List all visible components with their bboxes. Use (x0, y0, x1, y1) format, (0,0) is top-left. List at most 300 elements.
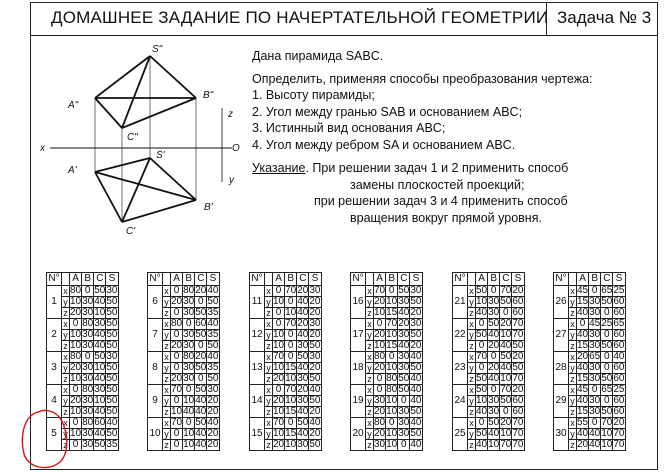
value-cell: 50 (106, 428, 118, 439)
value-cell: 30 (589, 307, 601, 318)
value-cell: 70 (476, 351, 488, 362)
value-cell: 50 (601, 373, 613, 384)
axis-cell: x (570, 385, 575, 395)
variant-number: 14 (250, 385, 265, 418)
statement-item: 2. Угол между гранью SAB и основанием ABC; (252, 104, 523, 119)
axis-cell: z (469, 374, 474, 384)
value-cell: 10 (70, 296, 82, 307)
value-cell: 10 (386, 395, 398, 406)
variants-table (452, 272, 525, 451)
value-cell: 10 (70, 340, 82, 351)
value-cell: 50 (195, 362, 207, 373)
header-cell-s: S (410, 273, 422, 286)
value-cell: 10 (183, 439, 195, 450)
value-cell: 0 (398, 440, 410, 451)
table-row (351, 385, 423, 396)
value-cell: 0 (386, 286, 398, 297)
value-cell: 40 (476, 439, 488, 450)
value-cell: 0 (601, 352, 613, 363)
value-cell: 0 (488, 385, 500, 396)
value-cell: 50 (476, 329, 488, 340)
header-cell-c: C (195, 273, 207, 286)
axis-cell: z (570, 407, 575, 417)
value-cell: 0 (285, 341, 297, 352)
value-cell: 0 (374, 319, 386, 330)
value-cell: 30 (82, 373, 94, 384)
axis-cell: y (266, 363, 271, 373)
axis-cell: z (570, 341, 575, 351)
value-cell: 40 (500, 362, 512, 373)
axis-cell: y (164, 330, 169, 340)
value-cell: 40 (476, 406, 488, 417)
table-row (47, 352, 119, 363)
value-cell: 20 (374, 428, 386, 439)
value-cell: 80 (374, 417, 386, 428)
value-cell: 50 (512, 362, 524, 373)
value-cell: 40 (297, 329, 309, 340)
value-cell: 15 (577, 373, 589, 384)
axis-cell: z (266, 440, 271, 450)
variant-number: 24 (453, 385, 468, 418)
value-cell: 30 (183, 340, 195, 351)
value-cell: 20 (309, 406, 321, 417)
value-cell: 50 (195, 307, 207, 318)
value-cell: 20 (613, 417, 625, 428)
value-cell: 15 (577, 340, 589, 351)
value-cell: 20 (512, 351, 524, 362)
value-cell: 25 (613, 285, 625, 296)
value-cell: 50 (309, 395, 321, 406)
table-row (351, 319, 423, 330)
value-cell: 80 (70, 285, 82, 296)
value-cell: 0 (488, 352, 500, 363)
value-cell: 30 (106, 285, 118, 296)
axis-cell: x (266, 385, 271, 395)
header-cell-axis (163, 273, 171, 286)
value-cell: 70 (512, 373, 524, 384)
value-cell: 50 (94, 439, 106, 450)
variant-number: 26 (554, 286, 569, 319)
label-a1: A' (68, 165, 77, 176)
value-cell: 10 (285, 373, 297, 384)
value-cell: 70 (285, 285, 297, 296)
axis-cell: z (266, 407, 271, 417)
value-cell: 40 (207, 318, 219, 329)
value-cell: 45 (577, 384, 589, 395)
value-cell: 0 (273, 319, 285, 330)
value-cell: 30 (589, 406, 601, 417)
statement-item: 3. Истинный вид основания ABC; (252, 121, 446, 135)
value-cell: 35 (207, 362, 219, 373)
value-cell: 50 (106, 296, 118, 307)
axis-cell: z (164, 440, 169, 450)
axis-cell: y (266, 297, 271, 307)
value-cell: 55 (577, 417, 589, 428)
header-cell-axis (265, 273, 273, 286)
value-cell: 80 (171, 318, 183, 329)
axis-cell: y (570, 363, 575, 373)
header-cell-b: B (183, 273, 195, 286)
value-cell: 0 (601, 363, 613, 374)
value-cell: 10 (273, 296, 285, 307)
value-cell: 70 (386, 318, 398, 329)
value-cell: 20 (70, 362, 82, 373)
axis-cell: y (570, 297, 575, 307)
value-cell: 50 (410, 329, 422, 340)
value-cell: 30 (488, 296, 500, 307)
header-cell-n: N° (555, 273, 567, 284)
table-row (148, 319, 220, 330)
value-cell: 15 (285, 428, 297, 439)
axis-cell: z (164, 341, 169, 351)
value-cell: 15 (386, 307, 398, 318)
axis-cell: y (63, 429, 68, 439)
value-cell: 30 (94, 318, 106, 329)
value-cell: 0 (285, 352, 297, 363)
table-row (250, 385, 322, 396)
value-cell: 30 (398, 406, 410, 417)
value-cell: 15 (285, 406, 297, 417)
table-row (47, 319, 119, 330)
label-a2: A" (68, 100, 79, 111)
header-cell-c: C (398, 273, 410, 286)
value-cell: 30 (410, 318, 422, 329)
header-cell-s: S (106, 273, 118, 286)
value-cell: 30 (297, 373, 309, 384)
value-cell: 50 (309, 439, 321, 450)
table-row (47, 385, 119, 396)
value-cell: 20 (297, 384, 309, 395)
value-cell: 20 (207, 395, 219, 406)
value-cell: 20 (410, 340, 422, 351)
axis-cell: z (367, 374, 372, 384)
table-row (250, 286, 322, 297)
table-row (453, 352, 525, 363)
value-cell: 30 (82, 439, 94, 450)
header-cell-s: S (207, 273, 219, 286)
axis-cell: y (164, 363, 169, 373)
value-cell: 60 (512, 307, 524, 318)
variant-number: 13 (250, 352, 265, 385)
header-cell-c: C (94, 273, 106, 286)
hint-label: Указание (252, 161, 306, 175)
variant-number: 1 (47, 286, 62, 319)
axis-cell: y (63, 396, 68, 406)
value-cell: 80 (183, 285, 195, 296)
value-cell: 60 (613, 329, 625, 340)
axis-cell: x (367, 352, 372, 362)
table-row (351, 352, 423, 363)
value-cell: 45 (589, 318, 601, 329)
value-cell: 20 (273, 395, 285, 406)
axis-cell: y (469, 396, 474, 406)
value-cell: 40 (297, 296, 309, 307)
value-cell: 70 (273, 417, 285, 428)
value-cell: 10 (374, 340, 386, 351)
header-cell-c: C (297, 273, 309, 286)
value-cell: 50 (106, 329, 118, 340)
value-cell: 50 (601, 296, 613, 307)
value-cell: 50 (488, 417, 500, 428)
variant-number: 5 (47, 418, 62, 451)
value-cell: 45 (577, 285, 589, 296)
value-cell: 20 (577, 439, 589, 450)
value-cell: 20 (577, 351, 589, 362)
value-cell: 0 (273, 308, 285, 319)
value-cell: 30 (207, 384, 219, 395)
value-cell: 0 (171, 308, 183, 319)
value-cell: 10 (70, 428, 82, 439)
header-cell-n: N° (251, 273, 263, 284)
axis-cell: x (164, 319, 169, 329)
axis-cell: y (469, 330, 474, 340)
value-cell: 10 (273, 406, 285, 417)
axis-cell: z (367, 308, 372, 318)
value-cell: 20 (171, 373, 183, 384)
value-cell: 40 (195, 395, 207, 406)
axis-cell: x (367, 418, 372, 428)
table-row (47, 286, 119, 297)
axis-cell: y (367, 330, 372, 340)
axis-cell: x (469, 319, 474, 329)
value-cell: 30 (398, 329, 410, 340)
value-cell: 30 (297, 395, 309, 406)
frontal-projection (95, 56, 196, 128)
value-cell: 0 (273, 286, 285, 297)
value-cell: 60 (613, 296, 625, 307)
header-cell-b: B (488, 273, 500, 286)
value-cell: 0 (195, 374, 207, 385)
value-cell: 70 (171, 417, 183, 428)
value-cell: 30 (106, 351, 118, 362)
axis-cell: y (469, 429, 474, 439)
value-cell: 25 (613, 384, 625, 395)
header-cell-axis (468, 273, 476, 286)
value-cell: 30 (374, 439, 386, 450)
variant-number: 6 (148, 286, 163, 319)
value-cell: 30 (183, 329, 195, 340)
statement-item: 1. Высоту пирамиды; (252, 88, 375, 102)
axis-cell: x (266, 418, 271, 428)
value-cell: 80 (386, 384, 398, 395)
value-cell: 40 (488, 428, 500, 439)
value-cell: 70 (285, 384, 297, 395)
value-cell: 70 (374, 285, 386, 296)
value-cell: 10 (183, 395, 195, 406)
axis-cell: y (570, 396, 575, 406)
value-cell: 40 (589, 439, 601, 450)
axis-cell: z (469, 407, 474, 417)
value-cell: 0 (171, 429, 183, 440)
value-cell: 0 (500, 308, 512, 319)
value-cell: 60 (512, 296, 524, 307)
value-cell: 50 (207, 296, 219, 307)
value-cell: 50 (476, 285, 488, 296)
variants-table (249, 272, 322, 451)
value-cell: 50 (500, 351, 512, 362)
variant-number: 23 (453, 352, 468, 385)
value-cell: 15 (285, 362, 297, 373)
value-cell: 10 (70, 329, 82, 340)
axis-cell: y (469, 363, 474, 373)
value-cell: 50 (398, 373, 410, 384)
value-cell: 50 (410, 406, 422, 417)
axis-cell: y (367, 363, 372, 373)
value-cell: 10 (386, 439, 398, 450)
value-cell: 0 (82, 352, 94, 363)
axis-cell: y (367, 297, 372, 307)
value-cell: 20 (309, 428, 321, 439)
value-cell: 10 (183, 428, 195, 439)
table-row (554, 286, 626, 297)
value-cell: 10 (386, 428, 398, 439)
axis-cell: y (63, 363, 68, 373)
value-cell: 20 (195, 351, 207, 362)
table-header-row (47, 273, 119, 286)
value-cell: 60 (195, 318, 207, 329)
value-cell: 0 (195, 341, 207, 352)
axis-cell: y (469, 297, 474, 307)
value-cell: 60 (613, 406, 625, 417)
variant-number: 10 (148, 418, 163, 451)
value-cell: 0 (70, 385, 82, 396)
value-cell: 70 (500, 439, 512, 450)
axis-cell: y (164, 297, 169, 307)
value-cell: 35 (106, 439, 118, 450)
value-cell: 50 (106, 384, 118, 395)
value-cell: 80 (183, 351, 195, 362)
table-header-row (453, 273, 525, 286)
horizontal-projection (95, 158, 196, 222)
value-cell: 30 (398, 362, 410, 373)
axis-cell: z (266, 308, 271, 318)
value-cell: 50 (309, 373, 321, 384)
value-cell: 20 (374, 296, 386, 307)
axis-cell: x (164, 385, 169, 395)
value-cell: 50 (410, 428, 422, 439)
hint-line: при решении задач 3 и 4 применить способ (314, 194, 568, 208)
value-cell: 50 (195, 329, 207, 340)
label-x: x (40, 143, 45, 154)
value-cell: 25 (601, 318, 613, 329)
value-cell: 30 (589, 362, 601, 373)
value-cell: 60 (613, 340, 625, 351)
hint-row (252, 160, 622, 177)
axis-cell: x (570, 319, 575, 329)
header-cell-a: A (70, 273, 82, 286)
axis-cell: z (63, 308, 68, 318)
axis-cell: z (266, 374, 271, 384)
value-cell: 20 (309, 296, 321, 307)
table-row (453, 319, 525, 330)
label-b2: B" (203, 90, 214, 101)
value-cell: 50 (207, 373, 219, 384)
axis-cell: x (570, 286, 575, 296)
value-cell: 30 (309, 285, 321, 296)
table-header-row (351, 273, 423, 286)
value-cell: 0 (601, 396, 613, 407)
axis-cell: z (469, 308, 474, 318)
value-cell: 20 (374, 406, 386, 417)
value-cell: 30 (410, 285, 422, 296)
value-cell: 60 (512, 406, 524, 417)
value-cell: 40 (94, 373, 106, 384)
axis-cell: y (63, 330, 68, 340)
value-cell: 40 (94, 406, 106, 417)
variant-number: 25 (453, 418, 468, 451)
variants-table (350, 272, 423, 451)
value-cell: 0 (273, 385, 285, 396)
value-cell: 50 (195, 384, 207, 395)
axis-cell: z (63, 407, 68, 417)
variant-number: 29 (554, 385, 569, 418)
value-cell: 80 (82, 384, 94, 395)
value-cell: 20 (297, 318, 309, 329)
value-cell: 40 (207, 417, 219, 428)
value-cell: 50 (94, 351, 106, 362)
value-cell: 20 (309, 307, 321, 318)
value-cell: 40 (207, 285, 219, 296)
value-cell: 50 (106, 406, 118, 417)
value-cell: 0 (374, 385, 386, 396)
table-row (554, 319, 626, 330)
variant-number: 22 (453, 319, 468, 352)
value-cell: 15 (386, 340, 398, 351)
value-cell: 20 (171, 296, 183, 307)
value-cell: 40 (106, 417, 118, 428)
variant-number: 11 (250, 286, 265, 319)
header-cell-b: B (589, 273, 601, 286)
axis-cell: x (469, 352, 474, 362)
value-cell: 50 (309, 340, 321, 351)
value-cell: 20 (273, 373, 285, 384)
value-cell: 0 (171, 396, 183, 407)
axis-cell: x (469, 385, 474, 395)
value-cell: 50 (476, 384, 488, 395)
value-cell: 30 (183, 362, 195, 373)
value-cell: 10 (386, 362, 398, 373)
table-row (351, 418, 423, 429)
label-c2: C" (127, 132, 138, 143)
axis-cell: z (63, 440, 68, 450)
axis-cell: x (266, 352, 271, 362)
axis-cell: y (266, 396, 271, 406)
value-cell: 60 (94, 417, 106, 428)
variant-number: 12 (250, 319, 265, 352)
value-cell: 30 (82, 329, 94, 340)
value-cell: 10 (488, 439, 500, 450)
axis-cell: z (266, 341, 271, 351)
value-cell: 10 (386, 329, 398, 340)
value-cell: 15 (577, 406, 589, 417)
value-cell: 70 (512, 439, 524, 450)
axis-cell: z (367, 440, 372, 450)
value-cell: 30 (183, 307, 195, 318)
value-cell: 65 (589, 351, 601, 362)
value-cell: 10 (601, 428, 613, 439)
header-cell-a: A (577, 273, 589, 286)
value-cell: 40 (410, 395, 422, 406)
value-cell: 30 (488, 406, 500, 417)
header-cell-axis (366, 273, 374, 286)
axis-cell: z (63, 374, 68, 384)
header-cell-n: N° (48, 273, 60, 284)
value-cell: 40 (577, 395, 589, 406)
axis-cell: y (164, 396, 169, 406)
value-cell: 40 (297, 307, 309, 318)
value-cell: 30 (94, 384, 106, 395)
axis-cell: x (164, 286, 169, 296)
